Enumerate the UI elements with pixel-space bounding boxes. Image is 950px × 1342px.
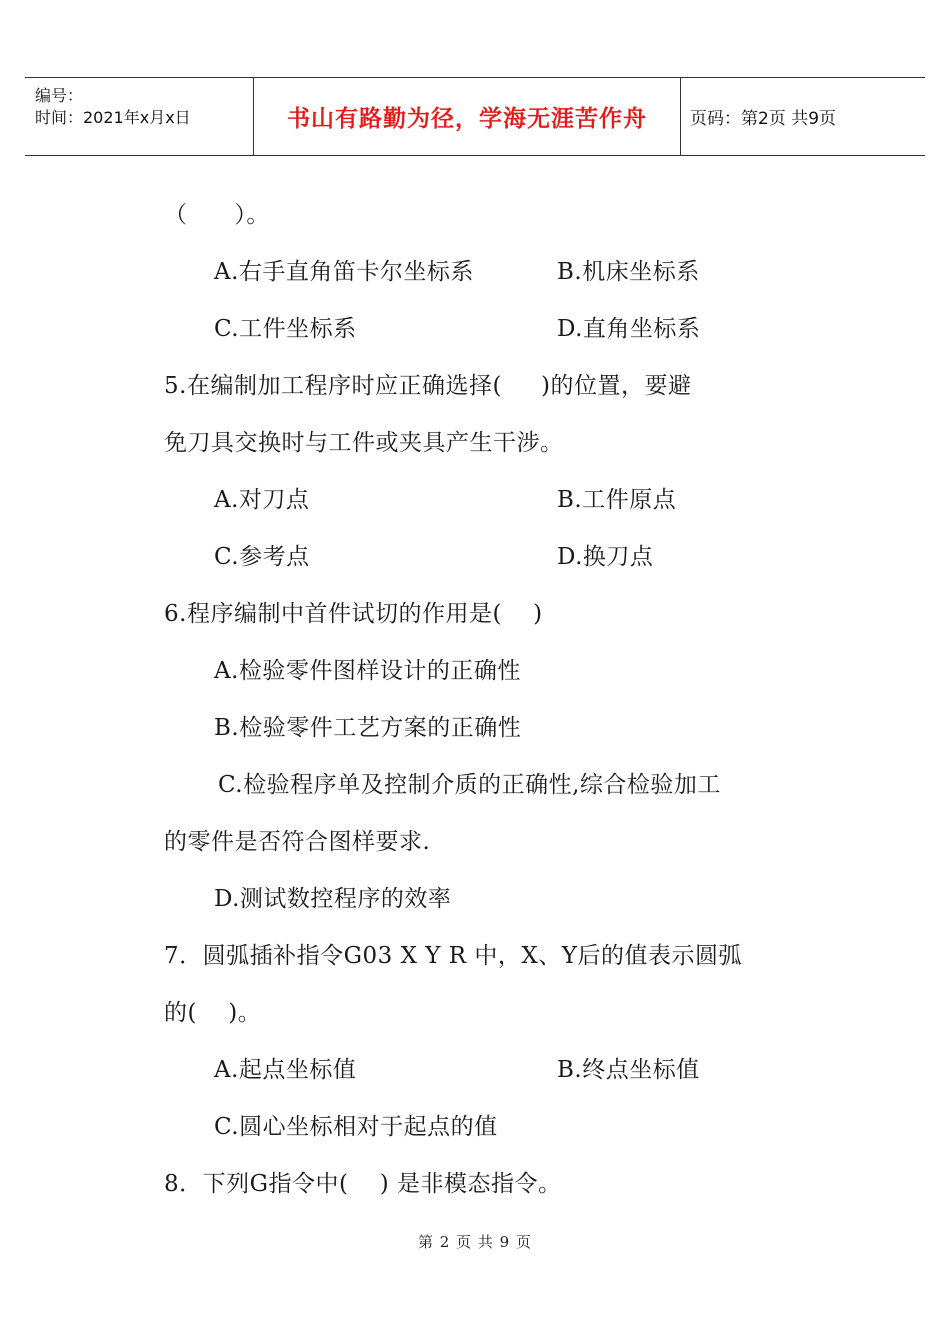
question-8-text: 8．下列G指令中( ) 是非模态指令。 [164,1171,562,1197]
motto-text: 书山有路勤为径，学海无涯苦作舟 [287,106,647,132]
q5-option-a: A.对刀点 [214,487,310,513]
q4-option-b: B.机床坐标系 [557,259,700,285]
q5-option-c: C.参考点 [214,544,310,570]
q6-option-a: A.检验零件图样设计的正确性 [214,658,521,684]
q7-option-a: A.起点坐标值 [214,1057,357,1083]
question-7-text: 7．圆弧插补指令G03 X Y R 中，X、Y后的值表示圆弧 [164,943,742,969]
question-6-text: 6.程序编制中首件试切的作用是( ) [164,601,543,627]
serial-number-label: 编号： [35,86,84,105]
date-label: 时间：2021年x月x日 [35,108,191,127]
q6-option-c-cont: 的零件是否符合图样要求. [164,829,431,855]
q6-option-c: C.检验程序单及控制介质的正确性,综合检验加工 [218,772,721,798]
q5-option-b: B.工件原点 [557,487,677,513]
header-page-cell [680,78,925,155]
q5-option-d: D.换刀点 [557,544,654,570]
header-page-info: 页码：第2页 共9页 [690,109,837,129]
q6-option-d: D.测试数控程序的效率 [214,886,452,912]
q4-option-d: D.直角坐标系 [557,316,701,342]
q4-option-a: A.右手直角笛卡尔坐标系 [214,259,474,285]
page-header [25,77,925,156]
question-5-text-cont: 免刀具交换时与工件或夹具产生干涉。 [164,430,564,456]
q6-option-b: B.检验零件工艺方案的正确性 [214,715,522,741]
page-footer: 第 2 页 共 9 页 [418,1233,532,1251]
question-7-text-cont: 的( )。 [164,1000,262,1026]
question-5-text: 5.在编制加工程序时应正确选择( )的位置，要避 [164,373,692,399]
q4-option-c: C.工件坐标系 [214,316,357,342]
q7-option-b: B.终点坐标值 [557,1057,700,1083]
header-motto-cell [253,78,681,155]
q7-option-c: C.圆心坐标相对于起点的值 [214,1114,498,1140]
question-4-blank: （ ）。 [164,202,270,228]
header-meta-cell [25,78,253,155]
